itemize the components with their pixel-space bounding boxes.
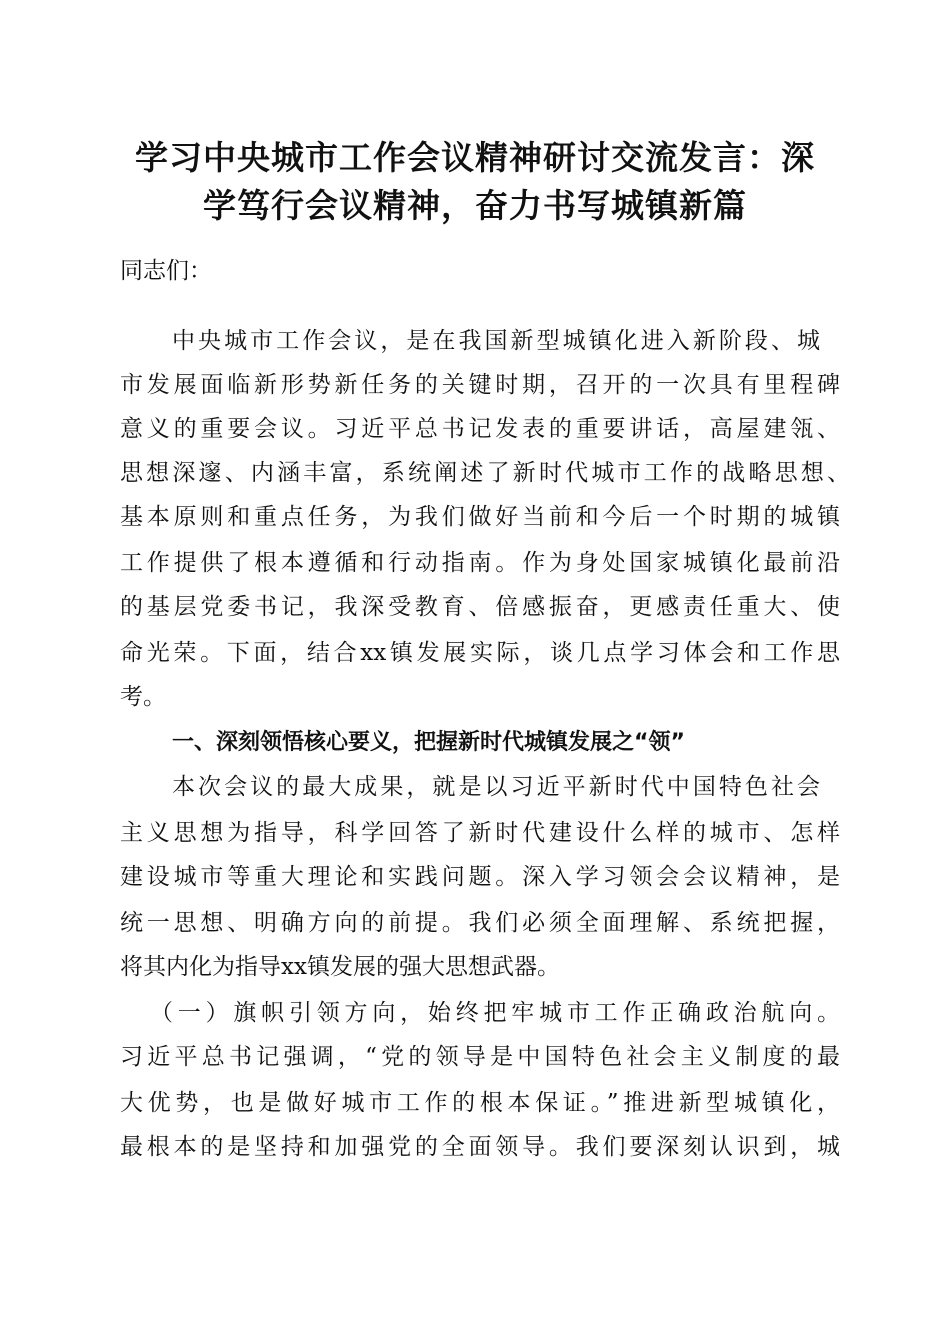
intro-line-9: 考。 — [120, 684, 166, 710]
subsection-1-line-1: 习近平总书记强调，“党的领导是中国特色社会主义制度的最 — [120, 1044, 840, 1070]
section-1-line-1: 本次会议的最大成果，就是以习近平新时代中国特色社会 — [172, 774, 820, 800]
section-1-line-2: 主义思想为指导，科学回答了新时代建设什么样的城市、怎样 — [120, 820, 840, 846]
document-title-line-2: 学笃行会议精神，奋力书写城镇新篇 — [203, 186, 747, 225]
section-1-heading: 一、深刻领悟核心要义，把握新时代城镇发展之“领” — [172, 730, 685, 755]
subsection-1-line-2: 大优势，也是做好城市工作的根本保证。”推进新型城镇化， — [120, 1090, 840, 1116]
salutation: 同志们： — [120, 258, 212, 284]
intro-line-1: 中央城市工作会议，是在我国新型城镇化进入新阶段、城 — [172, 328, 820, 354]
section-1-line-3: 建设城市等重大理论和实践问题。深入学习领会会议精神，是 — [120, 864, 840, 890]
subsection-1-line-3: 最根本的是坚持和加强党的全面领导。我们要深刻认识到，城 — [120, 1134, 840, 1160]
intro-line-4: 思想深邃、内涵丰富，系统阐述了新时代城市工作的战略思想、 — [120, 460, 850, 486]
intro-line-7: 的基层党委书记，我深受教育、倍感振奋，更感责任重大、使 — [120, 594, 840, 620]
document-title-line-1: 学习中央城市工作会议精神研讨交流发言：深 — [135, 138, 815, 177]
intro-line-8: 命光荣。下面，结合xx镇发展实际，谈几点学习体会和工作思 — [120, 640, 840, 666]
subsection-1-heading: （一）旗帜引领方向，始终把牢城市工作正确政治航向。 — [150, 1000, 840, 1026]
section-1-line-4: 统一思想、明确方向的前提。我们必须全面理解、系统把握， — [120, 910, 840, 936]
intro-line-2: 市发展面临新形势新任务的关键时期，召开的一次具有里程碑 — [120, 372, 840, 398]
section-1-line-5: 将其内化为指导xx镇发展的强大思想武器。 — [120, 954, 560, 980]
intro-line-6: 工作提供了根本遵循和行动指南。作为身处国家城镇化最前沿 — [120, 550, 840, 576]
intro-line-3: 意义的重要会议。习近平总书记发表的重要讲话，高屋建瓴、 — [120, 416, 840, 442]
intro-line-5: 基本原则和重点任务，为我们做好当前和今后一个时期的城镇 — [120, 504, 840, 530]
